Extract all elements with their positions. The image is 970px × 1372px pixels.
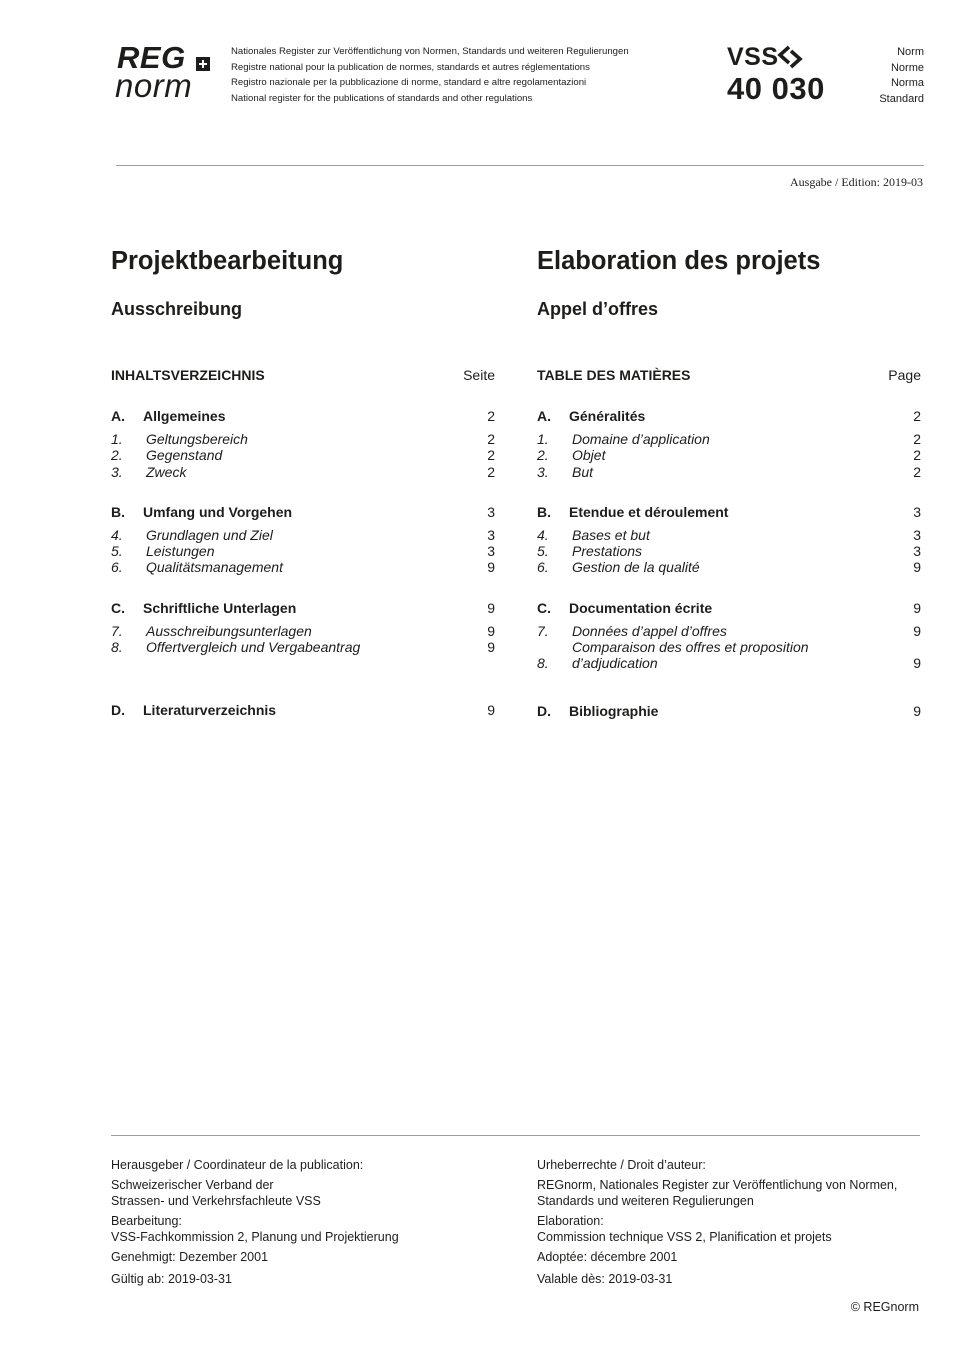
publisher-line: Strassen- und Verkehrsfachleute VSS	[111, 1194, 321, 1208]
item-number: 1.	[111, 431, 123, 447]
edition-date: Ausgabe / Edition: 2019-03	[790, 175, 923, 189]
toc-item[interactable]	[111, 559, 495, 575]
editing-label: Bearbeitung:	[111, 1213, 182, 1228]
item-page: 3	[487, 526, 495, 543]
item-number: 3.	[537, 463, 549, 480]
valid-date: Gültig ab: 2019-03-31	[111, 1272, 232, 1286]
section-letter: D.	[537, 702, 551, 719]
toc-section[interactable]	[111, 407, 495, 480]
section-page: 3	[913, 503, 921, 520]
item-page: 9	[913, 655, 921, 672]
toc-item[interactable]	[537, 623, 921, 639]
toc-item[interactable]	[111, 639, 495, 655]
item-name: Ausschreibungsunterlagen	[146, 622, 312, 639]
item-number: 3.	[111, 463, 123, 480]
vss-logo-text: VSS	[727, 43, 779, 71]
editing-value: VSS-Fachkommission 2, Planung und Projektierung	[111, 1230, 399, 1244]
section-letter: D.	[111, 702, 125, 719]
adopted-date: Adoptée: décembre 2001	[537, 1249, 678, 1264]
section-page: 9	[487, 702, 495, 719]
publisher-line: Schweizerischer Verband der	[111, 1177, 274, 1192]
toc-item[interactable]	[537, 464, 921, 480]
toc-item[interactable]	[111, 543, 495, 559]
item-name: Prestations	[572, 543, 643, 560]
item-page: 2	[913, 463, 921, 480]
item-name: Grundlagen und Ziel	[146, 526, 273, 543]
toc-item[interactable]	[537, 431, 921, 447]
toc-header	[111, 366, 495, 384]
item-page: 9	[913, 622, 921, 639]
toc-item[interactable]	[537, 559, 921, 575]
footer-copyright	[537, 1157, 937, 1288]
toc-title: INHALTSVERZEICHNIS	[111, 367, 265, 383]
logo-norm: norm	[115, 67, 193, 104]
page-column-label: Seite	[463, 367, 495, 383]
subtitle-de: Ausschreibung	[111, 299, 243, 319]
toc-title: TABLE DES MATIÈRES	[537, 367, 691, 383]
item-number: 6.	[111, 559, 123, 576]
norm-label-en: Standard	[879, 92, 924, 105]
item-number: 4.	[537, 526, 549, 543]
approved-date: Genehmigt: Dezember 2001	[111, 1249, 269, 1264]
section-name: Documentation écrite	[569, 599, 713, 616]
item-number: 5.	[537, 543, 549, 560]
register-line-fr: Registre national pour la publication de normes, standards et autres réglementations	[231, 61, 590, 73]
publisher-label: Herausgeber / Coordinateur de la publication:	[111, 1158, 364, 1172]
page-column-label: Page	[888, 367, 921, 383]
toc-item[interactable]	[537, 543, 921, 559]
header-divider	[116, 165, 924, 166]
norm-type-labels	[879, 45, 924, 107]
toc-item[interactable]	[111, 527, 495, 543]
section-name: Literaturverzeichnis	[143, 702, 277, 719]
copyright-notice: © REGnorm	[850, 1300, 919, 1314]
item-name: Qualitätsmanagement	[146, 559, 283, 576]
item-number: 6.	[537, 559, 549, 576]
item-name: Domaine d’application	[572, 431, 710, 447]
swiss-cross-icon	[196, 57, 210, 71]
toc-section[interactable]	[111, 503, 495, 576]
item-name: But	[572, 463, 594, 480]
item-number: 8.	[537, 655, 549, 672]
section-letter: A.	[111, 408, 125, 424]
item-name: Zweck	[146, 463, 187, 480]
item-page: 3	[487, 543, 495, 560]
item-page: 3	[913, 543, 921, 560]
item-number: 7.	[537, 622, 549, 639]
item-page: 2	[487, 463, 495, 480]
item-page: 9	[487, 622, 495, 639]
item-page: 2	[487, 431, 495, 447]
toc-section[interactable]	[537, 702, 921, 720]
section-name: Généralités	[569, 408, 646, 424]
toc-item[interactable]	[537, 447, 921, 463]
item-page: 2	[487, 447, 495, 464]
subtitle-fr: Appel d’offres	[537, 299, 659, 319]
item-number: 5.	[111, 543, 123, 560]
section-name: Etendue et déroulement	[569, 503, 729, 520]
item-name: Offertvergleich und Vergabeantrag	[146, 639, 361, 656]
item-name: Geltungsbereich	[146, 431, 248, 447]
item-page: 9	[487, 639, 495, 656]
toc-item[interactable]	[111, 431, 495, 447]
toc-section[interactable]	[111, 701, 495, 719]
toc-item[interactable]	[111, 447, 495, 463]
section-letter: C.	[111, 599, 125, 616]
item-name: Objet	[572, 447, 606, 464]
section-page: 9	[487, 599, 495, 616]
toc-section[interactable]	[537, 599, 921, 672]
copyright-line: REGnorm, Nationales Register zur Veröffentlichung von Normen,	[537, 1177, 898, 1192]
item-number: 4.	[111, 526, 123, 543]
item-number: 2.	[537, 447, 549, 464]
toc-item[interactable]	[111, 464, 495, 480]
toc-section[interactable]	[537, 407, 921, 480]
item-page: 9	[487, 559, 495, 576]
section-page: 9	[913, 599, 921, 616]
item-name: Données d’appel d’offres	[572, 622, 727, 639]
section-letter: B.	[111, 503, 125, 520]
item-number: 7.	[111, 622, 123, 639]
item-name: Comparaison des offres et proposition d’adjudication	[572, 639, 809, 672]
toc-item[interactable]	[537, 639, 921, 672]
logo-reg: REG	[117, 40, 186, 75]
norm-number: 40 030	[727, 71, 825, 106]
toc-de	[111, 366, 495, 719]
section-name: Schriftliche Unterlagen	[143, 599, 297, 616]
section-page: 9	[913, 702, 921, 719]
item-page: 2	[913, 431, 921, 447]
copyright-label: Urheberrechte / Droit d’auteur:	[537, 1158, 706, 1172]
toc-item[interactable]	[111, 623, 495, 639]
item-name: Gestion de la qualité	[572, 559, 700, 576]
copyright-line: Standards und weiteren Regulierungen	[537, 1194, 754, 1208]
register-line-de: Nationales Register zur Veröffentlichung von Normen, Standards und weiteren Regulierungen	[231, 46, 629, 57]
section-name: Bibliographie	[569, 702, 659, 719]
toc-fr	[537, 366, 921, 720]
footer-publisher	[111, 1157, 495, 1288]
item-page: 2	[913, 447, 921, 464]
item-page: 9	[913, 559, 921, 576]
item-number: 2.	[111, 447, 123, 464]
norm-label-it: Norma	[890, 77, 924, 89]
toc-item[interactable]	[537, 527, 921, 543]
norm-label-fr: Norme	[890, 61, 924, 74]
item-name: Gegenstand	[146, 447, 223, 464]
section-name: Allgemeines	[143, 408, 226, 424]
footer-divider	[111, 1135, 920, 1136]
toc-section[interactable]	[537, 503, 921, 576]
elaboration-value: Commission technique VSS 2, Planification et projets	[537, 1230, 832, 1244]
register-line-it: Registro nazionale per la pubblicazione di norme, standard e altre regolamentazioni	[231, 77, 587, 88]
norm-label-de: Norm	[897, 46, 924, 58]
vss-chevron-icon	[777, 44, 803, 70]
item-name: Bases et but	[572, 526, 650, 543]
item-number: 1.	[537, 431, 549, 447]
section-letter: B.	[537, 503, 551, 520]
register-line-en: National register for the publications of standards and other regulations	[231, 92, 533, 104]
toc-section[interactable]	[111, 599, 495, 656]
section-letter: C.	[537, 599, 551, 616]
title-fr: Elaboration des projets	[537, 247, 821, 275]
elaboration-label: Elaboration:	[537, 1213, 604, 1228]
section-letter: A.	[537, 408, 551, 424]
section-page: 2	[913, 408, 921, 424]
valid-from-date: Valable dès: 2019-03-31	[537, 1272, 673, 1286]
item-page: 3	[913, 526, 921, 543]
item-number: 8.	[111, 639, 123, 656]
section-name: Umfang und Vorgehen	[143, 503, 293, 520]
section-page: 3	[487, 503, 495, 520]
item-name: Leistungen	[146, 543, 215, 560]
section-page: 2	[487, 408, 495, 424]
toc-header	[537, 366, 921, 384]
title-de: Projektbearbeitung	[111, 247, 344, 275]
register-description	[231, 44, 629, 106]
